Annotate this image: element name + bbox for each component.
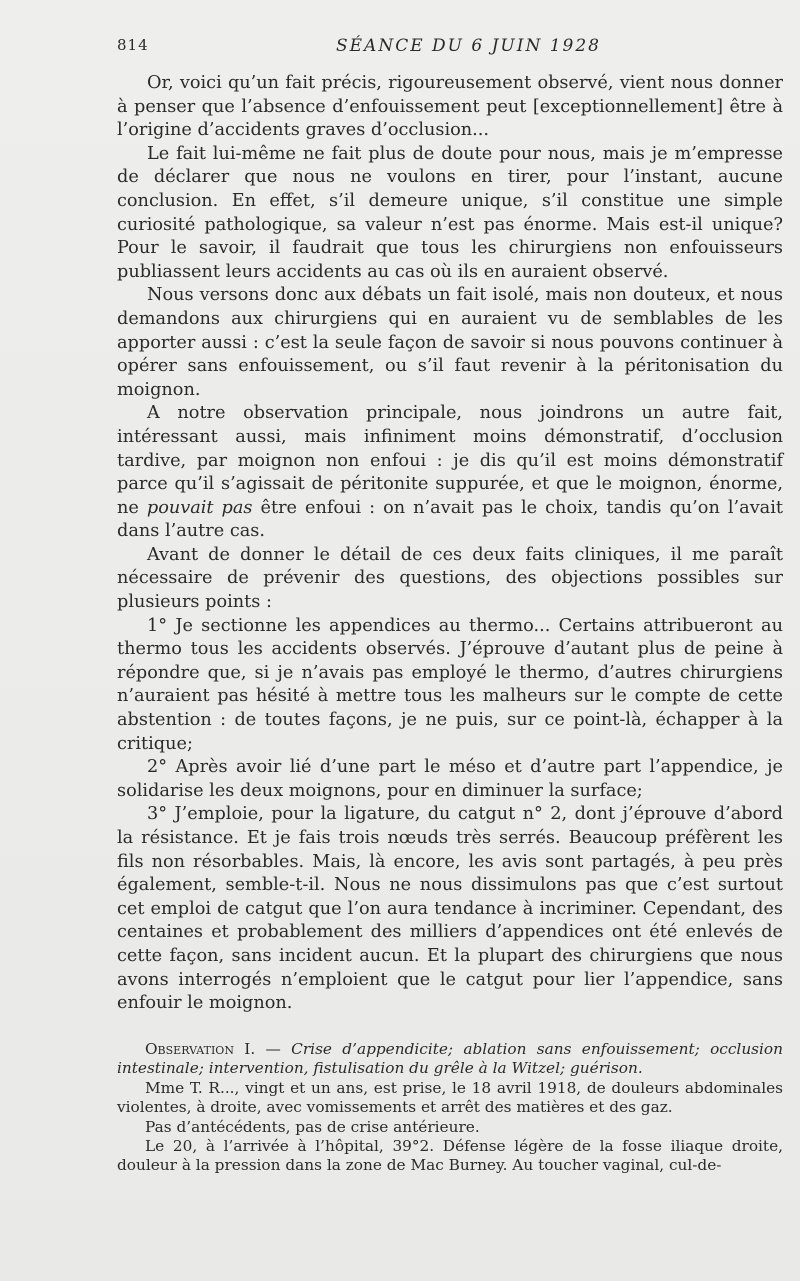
paragraph: Nous versons donc aux débats un fait isolé, mais non douteux, et nous demandons aux chirurgiens qui en auraient vu de semblables de les apporter aussi : c’est la seule façon de savoir si nous pouvons continuer à opérer sans enfouissement, ou s’il faut revenir à la péritonisation du moignon. (117, 285, 783, 400)
paragraph (117, 402, 783, 544)
observation-paragraph: Le 20, à l’arrivée à l’hôpital, 39°2. Défense légère de la fosse iliaque droite, douleur à la pression dans la zone de Mac Burney. Au toucher vaginal, cul-de- (117, 1137, 783, 1175)
paragraph: 3° J’emploie, pour la ligature, du catgut n° 2, dont j’éprouve d’abord la résistance. Et je fais trois nœuds très serrés. Beaucoup préfèrent les fils non résorbables. Mais, là encore, les avis sont partagés, à peu près également, semble-t-il. Nous ne nous dissimulons pas que c’est surtout cet emploi de catgut que l’on aura tendance à incriminer. Cependant, des centaines et probablement des milliers d’appendices ont été enlevés de cette façon, sans incident aucun. Et la plupart des chirurgiens que nous avons interrogés n’emploient que le catgut pour lier l’appendice, sans enfouir le moignon. (117, 804, 783, 1014)
observation-heading (117, 1040, 783, 1079)
observation-dash: — (255, 1040, 292, 1058)
page-number: 814 (117, 36, 149, 54)
observation-paragraph: Mme T. R..., vingt et un ans, est prise, le 18 avril 1918, de douleurs abdominales violentes, à droite, avec vomissements et arrêt des matières et des gaz. (117, 1078, 783, 1117)
paragraph: Or, voici qu’un fait précis, rigoureusement observé, vient nous donner à penser que l’absence d’enfouissement peut [exceptionnellement] être à l’origine d’accidents graves d’occlusion... (117, 73, 783, 141)
observation-paragraph: Pas d’antécédents, pas de crise antérieure. (145, 1117, 480, 1136)
observation-section (117, 1040, 783, 1176)
page-header (117, 36, 760, 58)
body-text (117, 72, 783, 1016)
paragraph: Le fait lui-même ne fait plus de doute pour nous, mais je m’empresse de déclarer que nous ne voulons en tirer, pour l’instant, aucune conclusion. En effet, s’il demeure unique, s’il constitue une simple curiosité pathologique, sa valeur n’est pas énorme. Mais est-il unique? Pour le savoir, il faudrait que tous les chirurgiens non enfouisseurs publiassent leurs accidents au cas où ils en auraient observé. (117, 143, 783, 282)
observation-title: Crise d’appendicite; ablation sans enfouissement; occlusion intestinale; intervention, fistulisation du grêle à la Witzel; guérison. (117, 1040, 783, 1078)
paragraph: 1° Je sectionne les appendices au thermo... Certains attribueront au thermo tous les accidents observés. J’éprouve d’autant plus de peine à répondre que, si je n’avais pas employé le thermo, d’autres chirurgiens n’auraient pas hésité à mettre tous les malheurs sur le compte de cette abstention : de toutes façons, je ne puis, sur ce point-là, échapper à la critique; (117, 615, 783, 754)
paragraph-text: A notre observation principale, nous joindrons un autre fait, intéressant aussi, mais infiniment moins démonstratif, d’occlusion tardive, par moignon non enfoui : je dis qu’il est moins démonstratif parce qu’il s’agissait de péritonite suppurée, et que le moignon, énorme, ne (117, 403, 783, 518)
running-head: SÉANCE DU 6 JUIN 1928 (335, 36, 601, 56)
paragraph-text: être enfoui : on n’avait pas le choix, tandis qu’on l’avait dans l’autre cas. (117, 497, 783, 542)
observation-label: Observation I. (145, 1040, 256, 1058)
paragraph: 2° Après avoir lié d’une part le méso et d’autre part l’appendice, je solidarise les deux moignons, pour en diminuer la surface; (117, 757, 783, 801)
paragraph: Avant de donner le détail de ces deux faits cliniques, il me paraît nécessaire de prévenir des questions, des objections possibles sur plusieurs points : (117, 544, 783, 613)
emphasis-text: pouvait pas (146, 497, 253, 518)
